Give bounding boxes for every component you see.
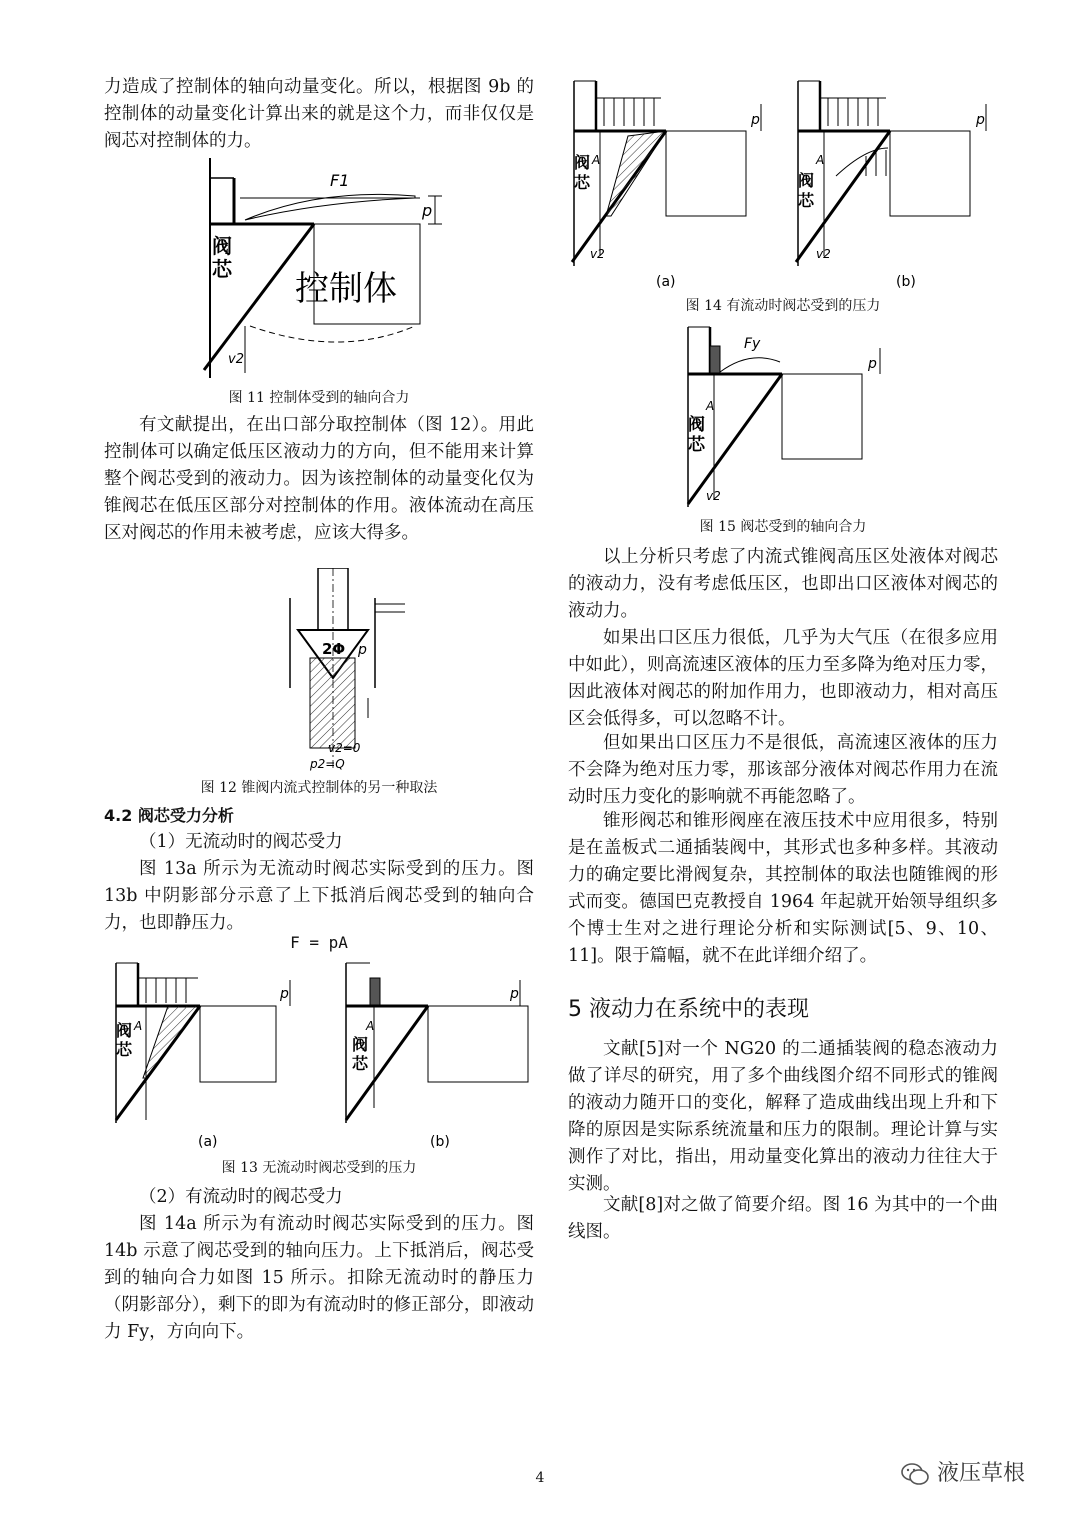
fig14a-valve-label-2: 芯	[574, 173, 591, 192]
fig13a-valve-label-1: 阀	[116, 1021, 133, 1040]
fig13b-valve-label-2: 芯	[352, 1054, 369, 1073]
fig13b-p-label: p	[510, 986, 519, 1002]
fig14a-a-label: A	[592, 153, 601, 167]
brand-watermark	[900, 1456, 1025, 1487]
fig12-caption: 图 12 锥阀内流式控制体的另一种取法	[200, 780, 438, 796]
fig13-b-label: (b)	[430, 1134, 450, 1150]
paragraph-4: 图 14a 所示为有流动时阀芯实际受到的压力。图 14b 示意了阀芯受到的轴向压力。上下抵消后，阀芯受到的轴向合力如图 15 所示。扣除无流动时的静压力（阴影部分），剩下的即为有流动时的修正部分，即液动力 Fy，方向向下。	[104, 1214, 534, 1342]
fig13b-valve-label-1: 阀	[352, 1035, 369, 1054]
fig15-valve-label-2: 芯	[688, 435, 705, 455]
fig15-p-label: p	[868, 356, 877, 372]
right-paragraph-5: 文献[5]对一个 NG20 的二通插装阀的稳态液动力做了详尽的研究，用了多个曲线图介绍不同形式的锥阀的液动力随开口的变化，解释了造成曲线出现上升和下降的原因是实际系统流量和压力的限制。理论计算与实测作了对比，指出，用动量变化算出的液动力往往大于实测。	[568, 1039, 998, 1194]
figure-15	[680, 322, 890, 512]
fig14b-v2-label: v2	[816, 247, 831, 261]
subheading-with-flow: （2）有流动时的阀芯受力	[139, 1187, 343, 1207]
fig13a-valve-label-2: 芯	[116, 1040, 133, 1059]
fig11-valve-label-1: 阀	[212, 234, 232, 258]
fig14b-p-label: p	[976, 112, 985, 128]
right-paragraph-4: 锥形阀芯和锥形阀座在液压技术中应用很多，特别是在盖板式二通插装阀中，其形式也多种多样。其液动力的确定要比滑阀复杂，其控制体的取法也随锥阀的形式而变。德国巴克教授自 1964 年起就开始领导组织多个博士生对之进行理论分析和实际测试[5、9、10、11]。限于篇幅，就不在此详细介绍了。	[568, 811, 998, 966]
fig15-v2-label: v2	[706, 489, 721, 503]
fig13b-a-label: A	[366, 1019, 375, 1033]
paragraph-intro: 力造成了控制体的轴向动量变化。所以，根据图 9b 的控制体的动量变化计算出来的就是这个力，而非仅仅是阀芯对控制体的力。	[104, 77, 534, 151]
figure-12	[270, 568, 420, 774]
paragraph-3: 图 13a 所示为无流动时阀芯实际受到的压力。图 13b 中阴影部分示意了上下抵消后阀芯受到的轴向合力，也即静压力。	[104, 859, 534, 933]
fig13a-a-label: A	[134, 1019, 143, 1033]
paragraph-2: 有文献提出，在出口部分取控制体（图 12）。用此控制体可以确定低压区液动力的方向，但不能用来计算整个阀芯受到的液动力。因为该控制体的动量变化仅为锥阀芯在低压区部分对控制体的作用。液体流动在高压区对阀芯的作用未被考虑，应该大得多。	[104, 415, 534, 543]
page-number: 4	[535, 1470, 545, 1486]
fig11-f1-label: F1	[330, 171, 350, 190]
fig11-p-label: p	[422, 201, 433, 220]
fig15-caption: 图 15 阀芯受到的轴向合力	[699, 519, 867, 535]
fig13-a-label: (a)	[198, 1134, 218, 1150]
fig11-v2-label: v2	[228, 352, 244, 367]
fig15-valve-label-1: 阀	[688, 415, 705, 435]
subheading-no-flow: （1）无流动时的阀芯受力	[139, 832, 343, 852]
fig13-caption: 图 13 无流动时阀芯受到的压力	[221, 1160, 417, 1176]
fig14a-valve-label-1: 阀	[574, 153, 591, 172]
figure-13	[108, 958, 533, 1154]
fig15-a-label: A	[706, 399, 715, 413]
fig15-fy-label: Fy	[744, 336, 761, 352]
right-paragraph-2: 如果出口区压力很低，几乎为大气压（在很多应用中如此），则高流速区液体的压力至多降为绝对压力零，因此液体对阀芯的附加作用力，也即液动力，相对高压区会低得多，可以忽略不计。	[568, 628, 998, 729]
right-paragraph-6: 文献[8]对之做了简要介绍。图 16 为其中的一个曲线图。	[568, 1195, 998, 1242]
fig11-valve-label-2: 芯	[212, 257, 232, 281]
fig14-a-label: (a)	[656, 274, 676, 290]
fig12-p2-label: p2=Q	[310, 757, 345, 771]
figure-11	[200, 158, 470, 390]
right-paragraph-3: 但如果出口区压力不是很低，高流速区液体的压力不会降为绝对压力零，那该部分液体对阀芯作用力在流动时压力变化的影响就不再能忽略了。	[568, 733, 998, 807]
wechat-icon	[900, 1462, 930, 1486]
fig14b-a-label: A	[816, 153, 825, 167]
fig12-v2-label: v2=0	[328, 741, 361, 755]
fig14-caption: 图 14 有流动时阀芯受到的压力	[685, 298, 881, 314]
fig11-caption: 图 11 控制体受到的轴向合力	[228, 390, 410, 406]
fig12-p-label: p	[358, 642, 367, 658]
section-heading-4-2: 4.2 阀芯受力分析	[104, 806, 234, 825]
section-heading-5: 5 液动力在系统中的表现	[568, 997, 809, 1022]
fig14b-valve-label-1: 阀	[798, 171, 815, 190]
fig11-cv-label: 控制体	[295, 269, 397, 309]
right-paragraph-1: 以上分析只考虑了内流式锥阀高压区处液体对阀芯的液动力，没有考虑低压区，也即出口区液体对阀芯的液动力。	[568, 547, 998, 621]
fig13a-p-label: p	[280, 986, 289, 1002]
fig14b-valve-label-2: 芯	[798, 191, 815, 210]
brand-name: 液压草根	[937, 1461, 1026, 1486]
fig14-b-label: (b)	[896, 274, 916, 290]
figure-14	[566, 76, 1006, 292]
fig14a-v2-label: v2	[590, 247, 605, 261]
formula-f-pa: F = pA	[290, 933, 348, 952]
fig12-phi-label: 2Φ	[322, 640, 346, 658]
fig14a-p-label: p	[751, 112, 760, 128]
